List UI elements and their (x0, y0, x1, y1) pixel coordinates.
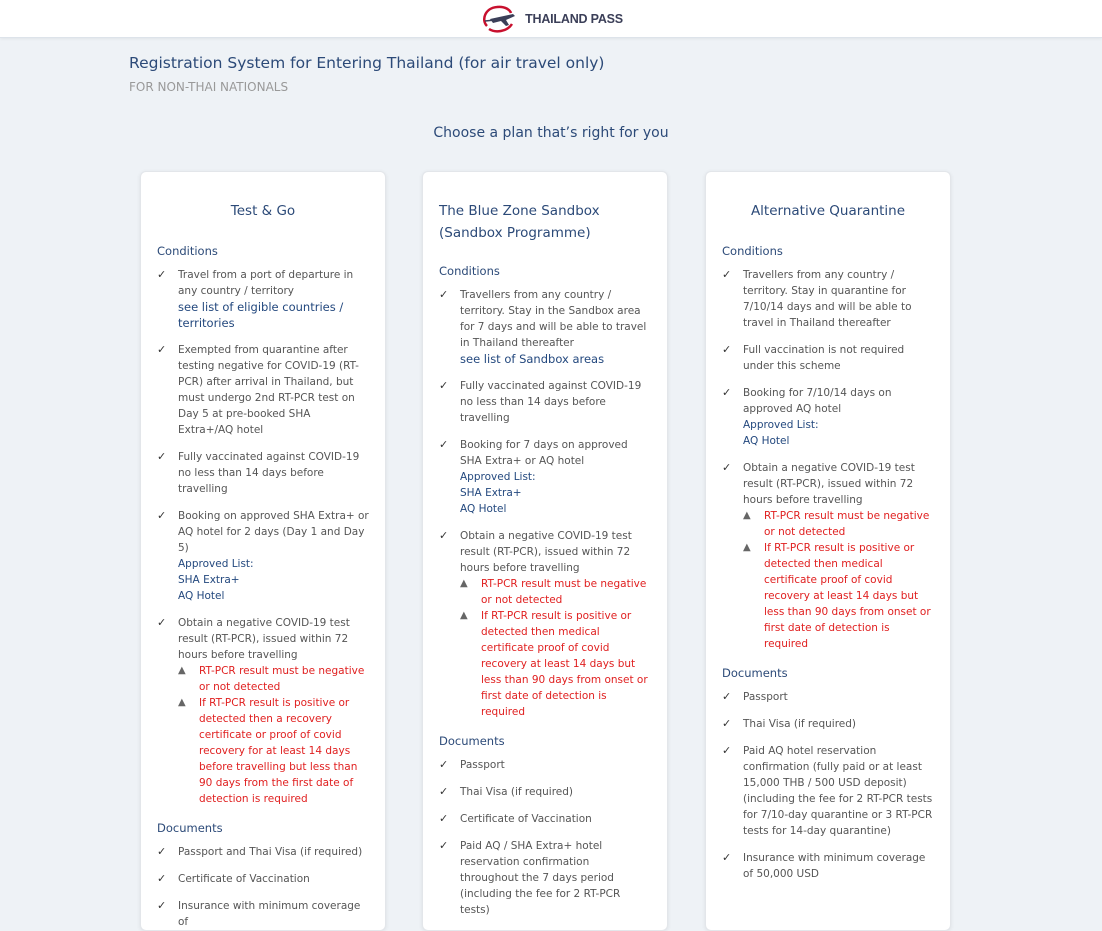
check-icon: ✓ (439, 785, 449, 798)
card-title: Test & Go (230, 203, 296, 219)
sandbox-areas-link[interactable]: see list of Sandbox areas (460, 352, 605, 366)
plan-card-blue-zone-sandbox[interactable] (422, 171, 668, 931)
plan-card-alternative-quarantine[interactable] (705, 171, 951, 931)
document-item: ✓ Passport (722, 690, 788, 703)
conditions-heading: Conditions (157, 244, 218, 258)
check-icon: ✓ (439, 288, 449, 301)
check-icon: ✓ (722, 268, 732, 281)
document-item: ✓ Thai Visa (if required) (722, 717, 857, 730)
check-icon: ✓ (157, 899, 167, 912)
check-icon: ✓ (722, 690, 732, 703)
check-icon: ✓ (439, 758, 449, 771)
top-header (0, 0, 1102, 38)
check-icon: ✓ (157, 845, 167, 858)
condition-text: Booking for 7/10/14 days on approved AQ hotel (743, 387, 892, 415)
warning-note: ▲ If RT-PCR result is positive or detected then medical certificate proof of covid recovery at least 14 days but less than 90 days from onset or first date of detection is required (460, 610, 648, 718)
document-item: ✓ Thai Visa (if required) (439, 785, 574, 798)
condition-item (439, 528, 651, 720)
check-icon: ✓ (157, 872, 167, 885)
page-title: Registration System for Entering Thailand (for air travel only) (129, 54, 605, 72)
check-icon: ✓ (722, 851, 732, 864)
warning-icon: ▲ (743, 510, 751, 521)
document-item: ✓ Certificate of Vaccination (439, 812, 592, 825)
check-icon: ✓ (157, 450, 167, 463)
check-icon: ✓ (722, 717, 732, 730)
condition-item (722, 342, 934, 374)
condition-item (157, 267, 369, 331)
condition-item (722, 385, 934, 449)
check-icon: ✓ (439, 438, 449, 451)
warning-icon: ▲ (178, 665, 186, 676)
document-item: ✓ Insurance with minimum coverage of (157, 899, 361, 928)
condition-text: Obtain a negative COVID-19 test result (RT-PCR), issued within 72 hours before travelling (743, 462, 915, 506)
check-icon: ✓ (439, 529, 449, 542)
warning-note: ▲ RT-PCR result must be negative or not detected (743, 510, 930, 538)
approved-list-label: Approved List: (460, 471, 536, 483)
check-icon: ✓ (157, 343, 167, 356)
check-icon: ✓ (722, 386, 732, 399)
condition-item (722, 460, 934, 652)
condition-item (439, 378, 651, 426)
document-item: ✓ Certificate of Vaccination (157, 872, 310, 885)
condition-text: Travel from a port of departure in any country / territory (178, 269, 354, 297)
check-icon: ✓ (157, 268, 167, 281)
warning-note: ▲ If RT-PCR result is positive or detected then medical certificate proof of covid recovery at least 14 days but less than 90 days from onset or first date of detection is required (743, 542, 931, 650)
documents-heading: Documents (157, 821, 223, 835)
condition-text: Travellers from any country / territory. Stay in the Sandbox area for 7 days and will be able to travel in Thailand thereafter (460, 289, 647, 349)
warning-note: ▲ RT-PCR result must be negative or not detected (178, 665, 365, 693)
condition-text: Fully vaccinated against COVID-19 no less than 14 days before travelling (178, 451, 360, 495)
condition-item (157, 342, 369, 438)
card-title: Alternative Quarantine (750, 203, 906, 219)
conditions-list (157, 267, 369, 807)
document-item: ✓ Passport and Thai Visa (if required) (157, 845, 363, 858)
approved-list-label: Approved List: (743, 419, 819, 431)
eligible-countries-link[interactable]: see list of eligible countries / territories (178, 300, 344, 330)
documents-list (439, 757, 651, 918)
check-icon: ✓ (439, 839, 449, 852)
documents-list (722, 689, 934, 882)
approved-list-label: Approved List: (178, 558, 254, 570)
documents-heading: Documents (722, 666, 788, 680)
condition-item (722, 267, 934, 331)
condition-text: Exempted from quarantine after testing negative for COVID-19 (RT-PCR) after arrival in Thailand, but must undergo 2nd RT-PCR test on Day 5 at pre-booked SHA Extra+/AQ hotel (178, 344, 359, 436)
aq-hotel-link[interactable]: AQ Hotel (743, 435, 790, 447)
condition-item (157, 508, 369, 604)
sha-extra-link[interactable]: SHA Extra+ (460, 487, 522, 499)
check-icon: ✓ (722, 461, 732, 474)
airplane-logo-icon (479, 4, 519, 34)
check-icon: ✓ (439, 379, 449, 392)
choose-plan-heading: Choose a plan that’s right for you (433, 125, 669, 141)
brand-name: THAILAND PASS (525, 11, 623, 26)
condition-text: Booking on approved SHA Extra+ or AQ hotel for 2 days (Day 1 and Day 5) (178, 510, 369, 554)
check-icon: ✓ (157, 509, 167, 522)
aq-hotel-link[interactable]: AQ Hotel (460, 503, 507, 515)
condition-text: Obtain a negative COVID-19 test result (RT-PCR), issued within 72 hours before travelling (178, 617, 350, 661)
document-item: ✓ Passport (439, 758, 505, 771)
condition-text: Travellers from any country / territory. Stay in quarantine for 7/10/14 days and will be able to travel in Thailand thereafter (743, 269, 912, 329)
condition-item (157, 615, 369, 807)
conditions-list (722, 267, 934, 652)
conditions-list (439, 287, 651, 720)
conditions-heading: Conditions (722, 244, 783, 258)
sha-extra-link[interactable]: SHA Extra+ (178, 574, 240, 586)
document-item: ✓ Insurance with minimum coverage of 50,000 USD (722, 851, 926, 880)
warning-note: ▲ RT-PCR result must be negative or not detected (460, 578, 647, 606)
document-item: ✓ Paid AQ / SHA Extra+ hotel reservation confirmation throughout the 7 days period (including the fee for 2 RT-PCR tests) (439, 839, 621, 916)
warning-icon: ▲ (178, 697, 186, 708)
check-icon: ✓ (439, 812, 449, 825)
check-icon: ✓ (722, 343, 732, 356)
plan-card-test-and-go[interactable] (140, 171, 386, 931)
condition-item (439, 437, 651, 517)
documents-heading: Documents (439, 734, 505, 748)
condition-text: Full vaccination is not required under this scheme (743, 344, 905, 372)
warning-icon: ▲ (460, 610, 468, 621)
page-subtitle: FOR NON-THAI NATIONALS (129, 80, 289, 94)
aq-hotel-link[interactable]: AQ Hotel (178, 590, 225, 602)
condition-text: Booking for 7 days on approved SHA Extra+ or AQ hotel (460, 439, 628, 467)
check-icon: ✓ (722, 744, 732, 757)
warning-note: ▲ If RT-PCR result is positive or detected then a recovery certificate or proof of covid recovery for at least 14 days before travelling but less than 90 days from the first date of detection is required (178, 697, 358, 805)
page-heading (129, 54, 604, 94)
warning-icon: ▲ (460, 578, 468, 589)
condition-item (157, 449, 369, 497)
condition-text: Obtain a negative COVID-19 test result (RT-PCR), issued within 72 hours before travelling (460, 530, 632, 574)
card-title: The Blue Zone Sandbox (Sandbox Programme) (439, 203, 600, 241)
condition-item (439, 287, 651, 367)
conditions-heading: Conditions (439, 264, 500, 278)
thailand-pass-logo[interactable] (479, 4, 623, 34)
condition-text: Fully vaccinated against COVID-19 no less than 14 days before travelling (460, 380, 642, 424)
document-item: ✓ Paid AQ hotel reservation confirmation (fully paid or at least 15,000 THB / 500 USD deposit) (including the fee for 2 RT-PCR tests for 7/10-day quarantine or 3 RT-PCR tests for 14-day quarantine) (722, 744, 933, 837)
documents-list (157, 844, 369, 930)
check-icon: ✓ (157, 616, 167, 629)
warning-icon: ▲ (743, 542, 751, 553)
